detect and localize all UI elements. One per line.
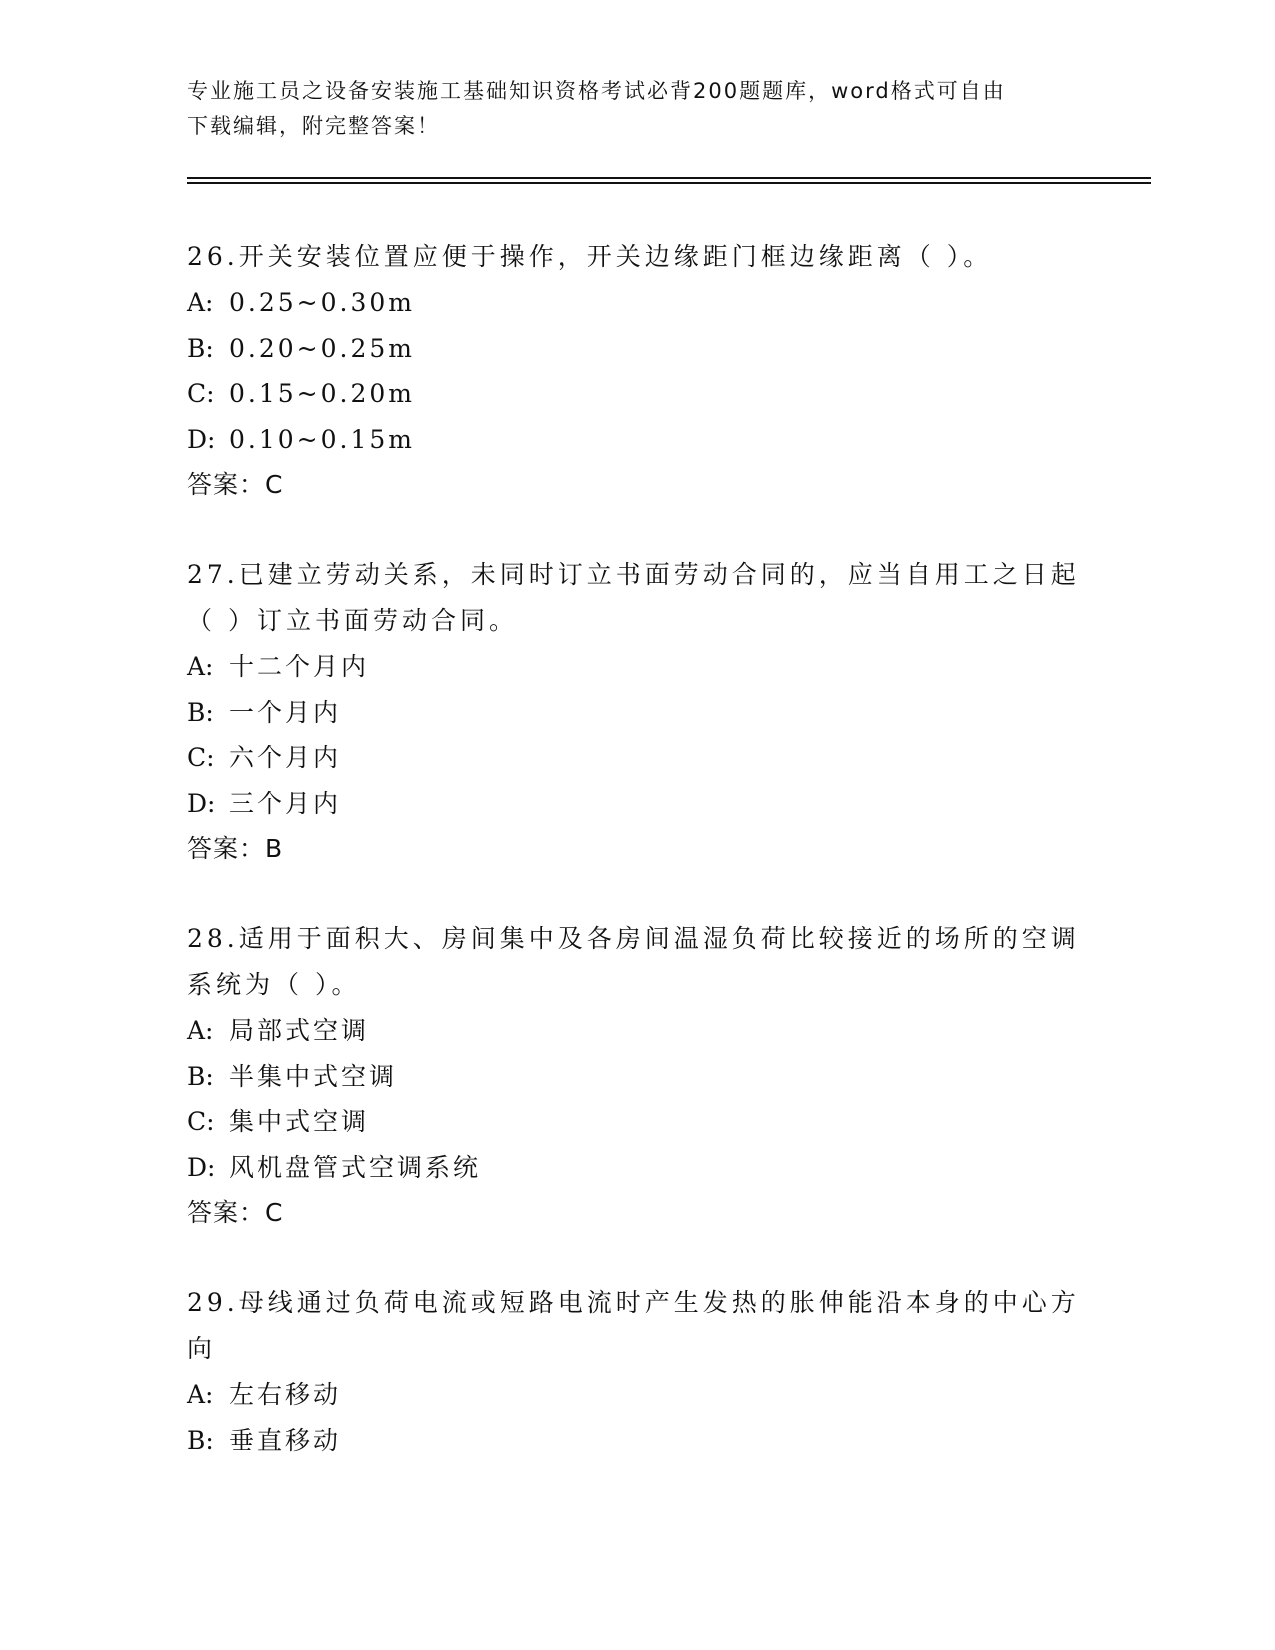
answer-option [187,1099,1087,1145]
option-text: 一个月内 [229,697,342,727]
answer-option [187,417,1087,463]
option-text: 0.25~0.30m [229,288,415,317]
header-divider-top [187,177,1151,179]
question-stem: 28.适用于面积大、房间集中及各房间温湿负荷比较接近的场所的空调 [187,924,1080,953]
question-list [187,234,1087,1507]
option-key: D: [187,424,216,454]
option-key: A: [187,1380,214,1409]
answer-option [187,1008,1087,1054]
option-key: A: [187,1016,214,1045]
answer-key: 答案：B [187,834,284,863]
option-key: B: [187,1425,214,1455]
question-block [187,916,1087,1236]
document-header [187,74,1087,144]
question-stem: 29.母线通过负荷电流或短路电流时产生发热的胀伸能沿本身的中心方 [187,1288,1080,1317]
option-text: 左右移动 [229,1380,342,1409]
option-key: D: [187,788,216,818]
option-text: 六个月内 [229,743,342,772]
option-key: A: [187,652,214,681]
question-block [187,234,1087,508]
question-stem: 27.已建立劳动关系，未同时订立书面劳动合同的，应当自用工之日起 [187,560,1080,589]
option-text: 半集中式空调 [229,1061,398,1091]
option-text: 三个月内 [229,788,342,818]
option-key: B: [187,697,214,727]
option-key: A: [187,288,214,317]
question-stem: 26.开关安装位置应便于操作，开关边缘距门框边缘距离（ ）。 [187,242,993,271]
question-stem: （ ）订立书面劳动合同。 [187,606,518,635]
answer-option [187,1418,1087,1464]
option-text: 0.20~0.25m [229,333,415,363]
option-key: B: [187,333,214,363]
question-stem: 系统为（ ）。 [187,970,361,999]
answer-key: 答案：C [187,470,284,499]
question-block [187,552,1087,872]
option-key: D: [187,1152,216,1182]
question-block [187,1280,1087,1463]
option-key: B: [187,1061,214,1091]
option-key: C: [187,379,215,408]
option-text: 集中式空调 [229,1107,370,1136]
answer-option [187,1145,1087,1191]
answer-option [187,326,1087,372]
answer-option [187,280,1087,326]
option-text: 垂直移动 [229,1425,342,1455]
option-text: 局部式空调 [229,1016,370,1045]
option-text: 0.10~0.15m [229,424,415,454]
answer-option [187,371,1087,417]
option-text: 十二个月内 [229,652,370,681]
answer-key: 答案：C [187,1198,284,1227]
answer-option [187,735,1087,781]
answer-option [187,644,1087,690]
answer-option [187,690,1087,736]
header-line-2: 下载编辑，附完整答案！ [187,114,440,138]
option-key: C: [187,743,215,772]
option-key: C: [187,1107,215,1136]
answer-option [187,1054,1087,1100]
question-stem: 向 [187,1334,217,1363]
header-line-1: 专业施工员之设备安装施工基础知识资格考试必背200题题库，word格式可自由 [187,79,1006,103]
option-text: 0.15~0.20m [229,379,415,408]
answer-option [187,1372,1087,1418]
answer-option [187,781,1087,827]
header-divider-bottom [187,182,1151,184]
option-text: 风机盘管式空调系统 [229,1152,482,1182]
